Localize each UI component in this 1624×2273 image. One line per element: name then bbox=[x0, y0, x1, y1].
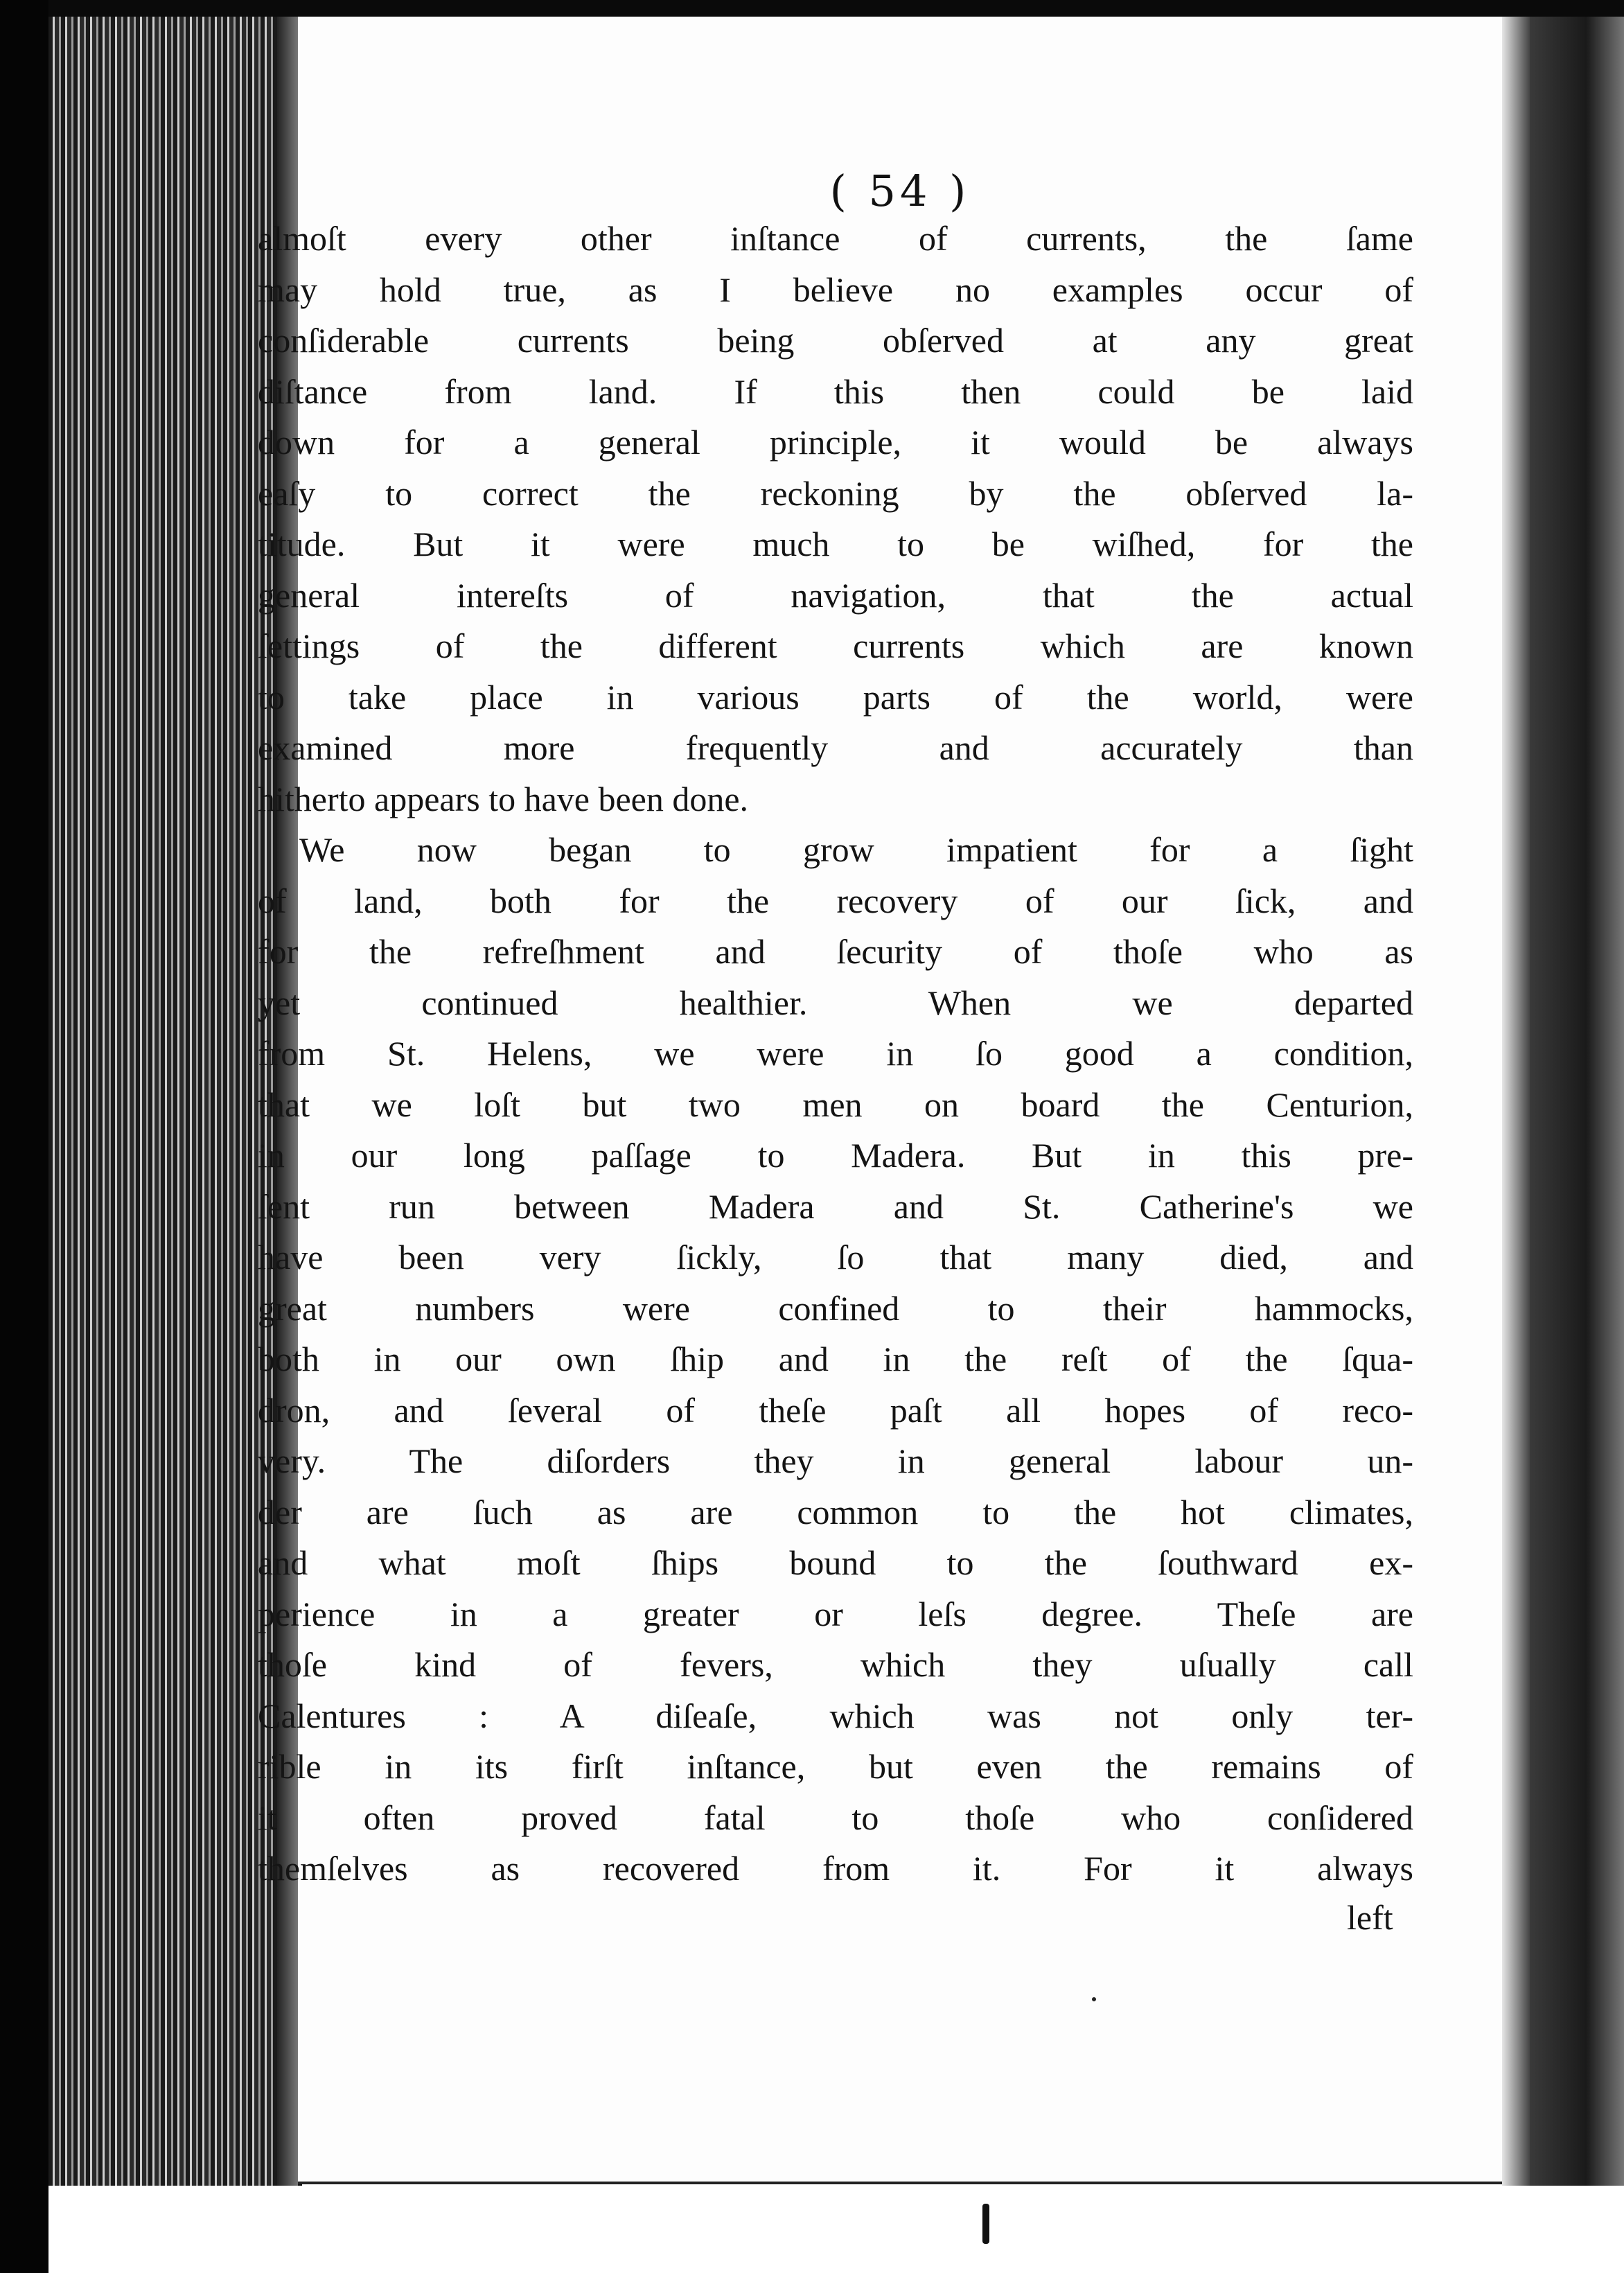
text-line: thoſe kind of fevers, which they uſually call bbox=[258, 1645, 1413, 1684]
text-line: general intereſts of navigation, that the actual bbox=[258, 575, 1413, 615]
page-number: ( 54 ) bbox=[829, 166, 971, 216]
next-page-edge bbox=[1530, 17, 1624, 2186]
body-text bbox=[258, 213, 1413, 1895]
text-line: yet continued healthier. When we departed bbox=[258, 983, 1413, 1022]
text-line: of land, both for the recovery of our ſick, and bbox=[258, 881, 1413, 920]
text-line: We now began to grow impatient for a ſight bbox=[299, 830, 1413, 869]
text-line: rible in its firſt inſtance, but even the remains of bbox=[258, 1747, 1413, 1786]
text-line: ſent run between Madera and St. Catherine's we bbox=[258, 1186, 1413, 1226]
scan-frame-top bbox=[0, 0, 1624, 17]
ink-speck bbox=[1092, 1997, 1096, 2001]
text-line: examined more frequently and accurately than bbox=[258, 728, 1413, 767]
text-line: der are ſuch as are common to the hot climates, bbox=[258, 1492, 1413, 1532]
text-line: great numbers were confined to their hammocks, bbox=[258, 1288, 1413, 1328]
gutter-shadow bbox=[1502, 17, 1530, 2186]
text-line: diſtance from land. If this then could be laid bbox=[258, 371, 1413, 411]
text-line: may hold true, as I believe no examples occur of bbox=[258, 270, 1413, 309]
text-line: from St. Helens, we were in ſo good a condition, bbox=[258, 1034, 1413, 1073]
text-line: have been very ſickly, ſo that many died, and bbox=[258, 1238, 1413, 1276]
bookmark-thread bbox=[982, 2204, 989, 2244]
text-line: to take place in various parts of the world, were bbox=[258, 677, 1413, 717]
text-line: ſettings of the different currents which are known bbox=[258, 626, 1413, 665]
text-line: both in our own ſhip and in the reſt of the ſqua- bbox=[258, 1340, 1413, 1378]
text-line: themſelves as recovered from it. For it always bbox=[258, 1849, 1413, 1888]
text-line: down for a general principle, it would be always bbox=[258, 423, 1413, 462]
text-line: hitherto appears to have been done. bbox=[258, 779, 749, 818]
text-line: it often proved fatal to thoſe who conſidered bbox=[258, 1798, 1413, 1837]
text-line: Calentures : A diſeaſe, which was not only ter- bbox=[258, 1696, 1413, 1735]
text-line: that we loſt but two men on board the Centurion, bbox=[258, 1085, 1413, 1124]
text-line: almoſt every other inſtance of currents, the ſame bbox=[258, 219, 1413, 258]
text-line: very. The diſorders they in general labour un- bbox=[258, 1441, 1413, 1480]
text-line: perience in a greater or leſs degree. Theſe are bbox=[258, 1594, 1413, 1633]
text-line: conſiderable currents being obſerved at any great bbox=[258, 321, 1413, 360]
text-line: for the refreſhment and ſecurity of thoſe who as bbox=[258, 932, 1413, 971]
text-line: titude. But it were much to be wiſhed, for the bbox=[258, 525, 1413, 563]
text-line: in our long paſſage to Madera. But in this pre- bbox=[258, 1136, 1413, 1175]
text-line: dron, and ſeveral of theſe paſt all hopes of reco- bbox=[258, 1390, 1413, 1430]
text-line: and what moſt ſhips bound to the ſouthward ex- bbox=[258, 1543, 1413, 1582]
text-line: eaſy to correct the reckoning by the obſerved la- bbox=[258, 473, 1413, 513]
scan-frame-left bbox=[0, 0, 48, 2273]
catchword: left bbox=[1347, 1898, 1393, 1937]
